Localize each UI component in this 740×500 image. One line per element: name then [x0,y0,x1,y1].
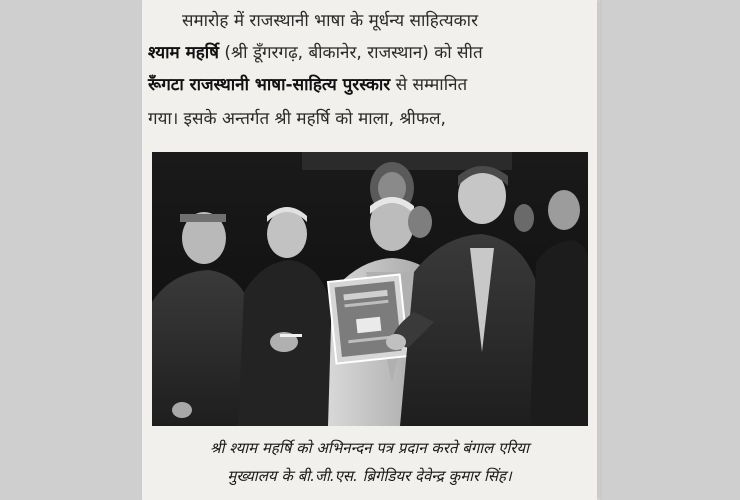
photo-illustration [152,152,588,426]
article-line-3-rest: से सम्मानित [390,75,468,95]
article-line-1: समारोह में राजस्थानी भाषा के मूर्धन्य साहित्यकार [182,11,479,31]
poet-name: श्याम महर्षि [148,43,219,63]
article-line-2 [148,42,483,64]
ceremony-photo [152,152,588,426]
article-line-2-rest: (श्री डूँगरगढ़, बीकानेर, राजस्थान) को सीत [219,43,483,63]
caption-line-1: श्री श्याम महर्षि को अभिनन्दन पत्र प्रदान करते बंगाल एरिया [209,439,530,457]
article-line-4: गया। इसके अन्तर्गत श्री महर्षि को माला, श्रीफल, [148,109,446,129]
newspaper-page [142,0,597,500]
article-text [142,0,597,150]
caption-line-2: मुख्यालय के बी.जी.एस. ब्रिगेडियर देवेन्द्र कुमार सिंह। [227,467,512,485]
article-line-3 [148,74,467,96]
award-name: रूँगटा राजस्थानी भाषा-साहित्य पुरस्कार [148,75,391,95]
